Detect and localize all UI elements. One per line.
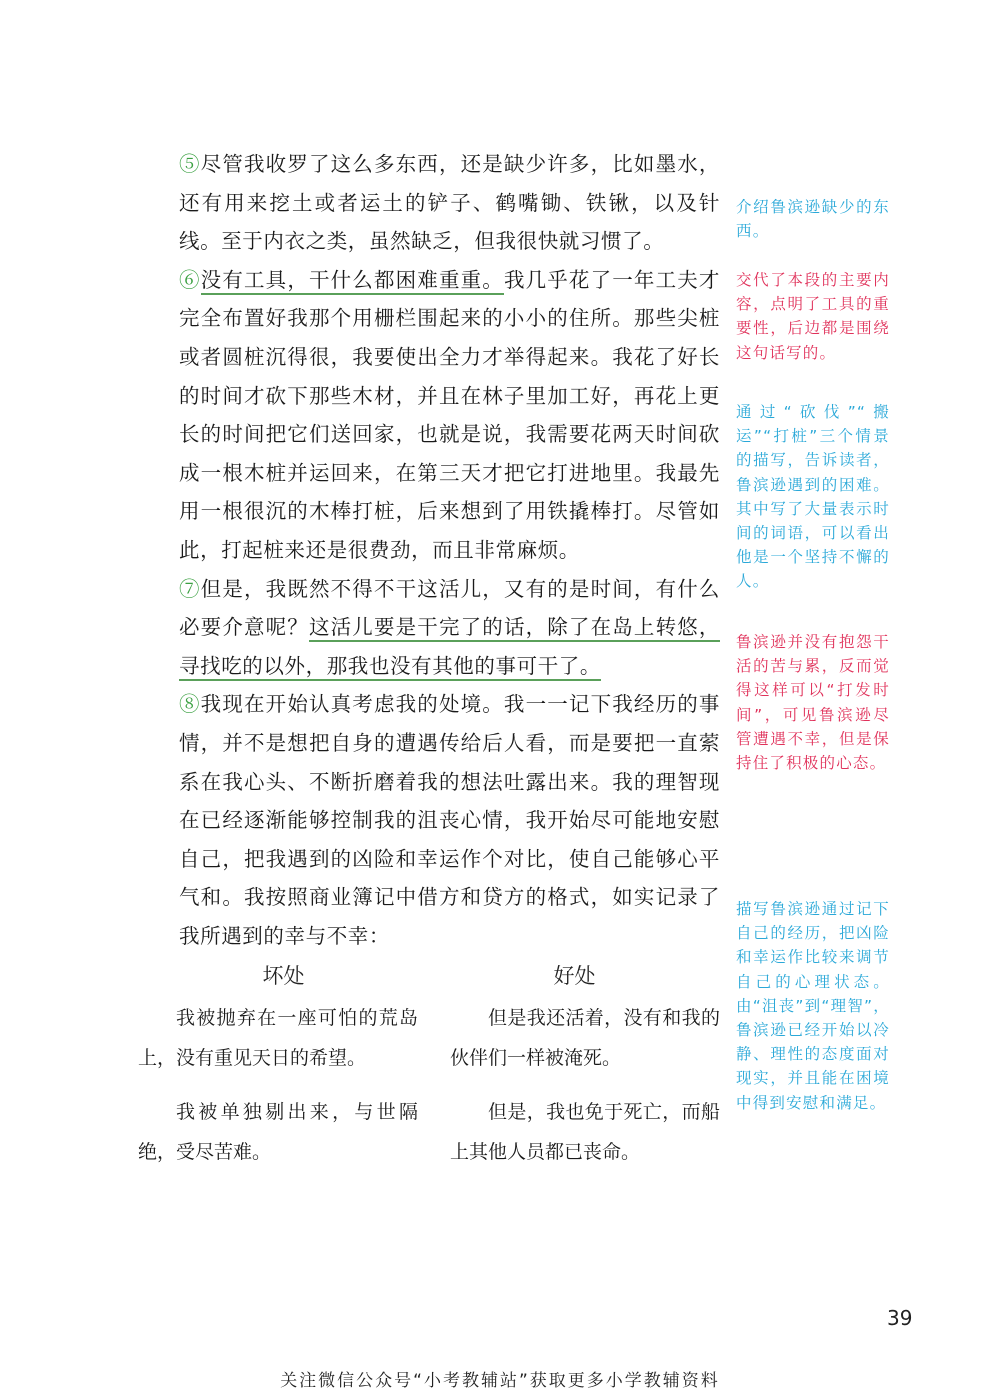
main-text [138,145,720,955]
footer-text: 关注微信公众号“小考教辅站”获取更多小学教辅资料 [280,1371,720,1391]
annotation-note: 鲁滨逊并没有抱怨干活的苦与累，反而觉得这样可以“打发时间”，可见鲁滨逊尽管遭遇不幸，但是保持住了积极的心态。 [736,633,890,773]
table-cell: 但是，我也免于死亡，而船上其他人员都已丧命。 [450,1101,720,1163]
paragraph-8 [138,685,720,955]
paragraph-number: ⑧ [179,692,201,717]
paragraph-text: 但是，我既然不得不干这活儿，又有的是时间，有什么必要介意呢？ [179,576,720,640]
page-number: 39 [887,1306,913,1330]
paragraph-text: 尽管我收罗了这么多东西，还是缺少许多，比如墨水，还有用来挖土或者运土的铲子、鹤嘴锄、铁锹，以及针线。至于内衣之类，虽然缺乏，但我很快就习惯了。 [179,152,720,254]
underlined-sentence: 没有工具，干什么都困难重重。 [201,268,504,295]
paragraph-6 [138,261,720,570]
table-row [138,1092,720,1172]
underlined-sentence: 这活儿要是干完了的话，除了在岛上转悠，寻找吃的以外，那我也没有其他的事可干了。 [179,615,720,681]
annotation-note: 交代了本段的主要内容，点明了工具的重要性，后边都是围绕这句话写的。 [736,271,890,362]
table-row [138,998,720,1078]
table-cell: 我被单独剔出来，与世隔绝，受尽苦难。 [138,1101,418,1163]
table-header [138,960,720,990]
paragraph-5 [138,145,720,261]
table-cell: 我被抛弃在一座可怕的荒岛上，没有重见天日的希望。 [138,1007,418,1069]
paragraph-number: ⑤ [179,152,201,176]
header-good: 好处 [553,964,596,988]
header-bad: 坏处 [262,964,305,988]
paragraph-number: ⑥ [179,267,201,292]
paragraph-7 [138,570,720,686]
annotation-note: 描写鲁滨逊通过记下自己的经历，把凶险和幸运作比较来调节自己的心理状态。由“沮丧”到“理智”，鲁滨逊已经开始以冷静、理性的态度面对现实，并且能在困境中得到安慰和满足。 [736,900,890,1112]
paragraph-number: ⑦ [179,576,201,601]
paragraph-text: 我现在开始认真考虑我的处境。我一一记下我经历的事情，并不是想把自身的遭遇传给后人看，而是要把一直萦系在我心头、不断折磨着我的想法吐露出来。我的理智现在已经逐渐能够控制我的沮丧心情，我开始尽可能地安慰自己，把我遇到的凶险和幸运作个对比，使自己能够心平气和。我按照商业簿记中借方和贷方的格式，如实记录了我所遇到的幸与不幸： [179,692,720,948]
annotation-note: 介绍鲁滨逊缺少的东西。 [736,198,890,241]
annotation-note: 通过“砍伐”“搬运”“打桩”三个情景的描写，告诉读者，鲁滨逊遇到的困难。其中写了大量表示时间的词语，可以看出他是一个坚持不懈的人。 [736,403,890,591]
paragraph-text: 我几乎花了一年工夫才完全布置好我那个用栅栏围起来的小小的住所。那些尖桩或者圆桩沉得很，我要使出全力才举得起来。我花了好长的时间才砍下那些木材，并且在林子里加工好，再花上更长的时间把它们送回家，也就是说，我需要花两天时间砍成一根木桩并运回来，在第三天才把它打进地里。我最先用一根很沉的木棒打桩，后来想到了用铁撬棒打。尽管如此，打起桩来还是很费劲，而且非常麻烦。 [179,267,720,562]
pros-cons-table [138,960,720,1172]
table-cell: 但是我还活着，没有和我的伙伴们一样被淹死。 [450,1007,720,1069]
